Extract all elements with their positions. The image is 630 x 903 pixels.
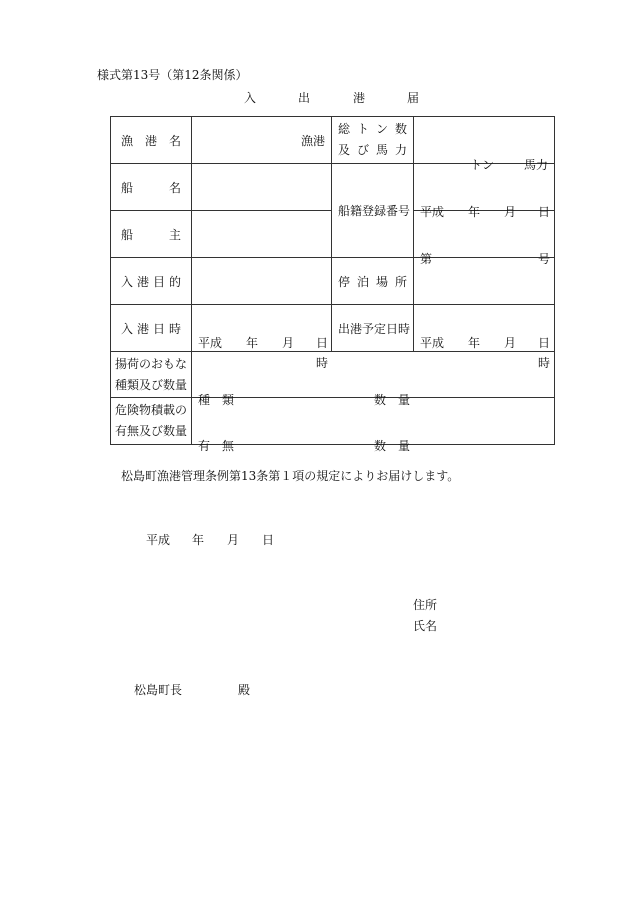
label-cargo: 揚荷のおもな 種類及び数量 xyxy=(111,352,192,398)
owner-field[interactable] xyxy=(192,211,332,258)
dep-year: 年 xyxy=(468,336,481,350)
honorific: 殿 xyxy=(238,683,251,697)
ton-unit: トン xyxy=(470,158,495,172)
form-number: 様式第13号（第12条関係） xyxy=(97,68,248,82)
arrival-datetime-field[interactable] xyxy=(192,305,332,370)
date-year: 年 xyxy=(192,533,205,547)
hazard-quantity-label: 数 量 xyxy=(374,439,411,453)
date-era: 平成 xyxy=(146,533,171,547)
label-arrival: 入 港 日 時 xyxy=(111,305,192,352)
label-berth: 停 泊 場 所 xyxy=(332,258,414,305)
departure-datetime-field[interactable] xyxy=(414,305,555,370)
address-label: 住所 xyxy=(413,598,438,612)
arr-hour: 時 xyxy=(316,356,329,370)
label-owner: 船 主 xyxy=(111,211,192,258)
reg-day: 日 xyxy=(538,205,551,219)
hazard-presence-label: 有 無 xyxy=(198,439,235,453)
title-char: 出 xyxy=(298,91,311,105)
title-char: 届 xyxy=(407,91,420,105)
label-departure: 出港予定日時 xyxy=(332,305,414,352)
reg-month: 月 xyxy=(504,205,517,219)
label-fishing-port: 漁 港 名 xyxy=(111,117,192,164)
addressee: 松島町長 xyxy=(134,683,183,697)
horsepower-unit: 馬力 xyxy=(524,158,549,172)
purpose-field[interactable] xyxy=(192,258,332,305)
cargo-kind-label: 種 類 xyxy=(198,392,235,407)
reg-year: 年 xyxy=(468,205,481,219)
arr-day: 日 xyxy=(316,336,329,350)
tonnage-field[interactable] xyxy=(414,117,555,172)
arr-era: 平成 xyxy=(198,336,223,350)
dep-hour: 時 xyxy=(538,356,551,370)
label-hazard: 危険物積載の 有無及び数量 xyxy=(111,398,192,445)
date-month: 月 xyxy=(227,533,240,547)
dep-day: 日 xyxy=(538,336,551,350)
arr-month: 月 xyxy=(282,336,295,350)
date-day: 日 xyxy=(262,533,275,547)
dep-month: 月 xyxy=(504,336,517,350)
label-tonnage: 総 ト ン 数 及 び 馬 力 xyxy=(332,117,414,164)
cargo-field[interactable] xyxy=(192,352,555,407)
number-prefix: 第 xyxy=(420,252,433,266)
fishing-port-suffix: 漁港 xyxy=(300,133,325,148)
hazard-field[interactable] xyxy=(192,398,555,453)
cargo-quantity-label: 数 量 xyxy=(374,392,411,407)
berth-field[interactable] xyxy=(414,258,555,305)
name-label: 氏名 xyxy=(413,619,438,633)
dep-era: 平成 xyxy=(420,336,445,350)
label-purpose: 入 港 目 的 xyxy=(111,258,192,305)
reg-era: 平成 xyxy=(420,205,445,219)
fishing-port-field[interactable] xyxy=(192,117,332,164)
arr-year: 年 xyxy=(246,336,259,350)
label-registration: 船籍登録番号 xyxy=(332,164,414,258)
number-suffix: 号 xyxy=(538,252,551,266)
notification-table xyxy=(110,116,555,453)
statement: 松島町漁港管理条例第13条第１項の規定によりお届けします。 xyxy=(121,469,460,483)
title-char: 入 xyxy=(244,91,257,105)
title-char: 港 xyxy=(353,91,366,105)
label-ship-name: 船 名 xyxy=(111,164,192,211)
ship-name-field[interactable] xyxy=(192,164,332,211)
